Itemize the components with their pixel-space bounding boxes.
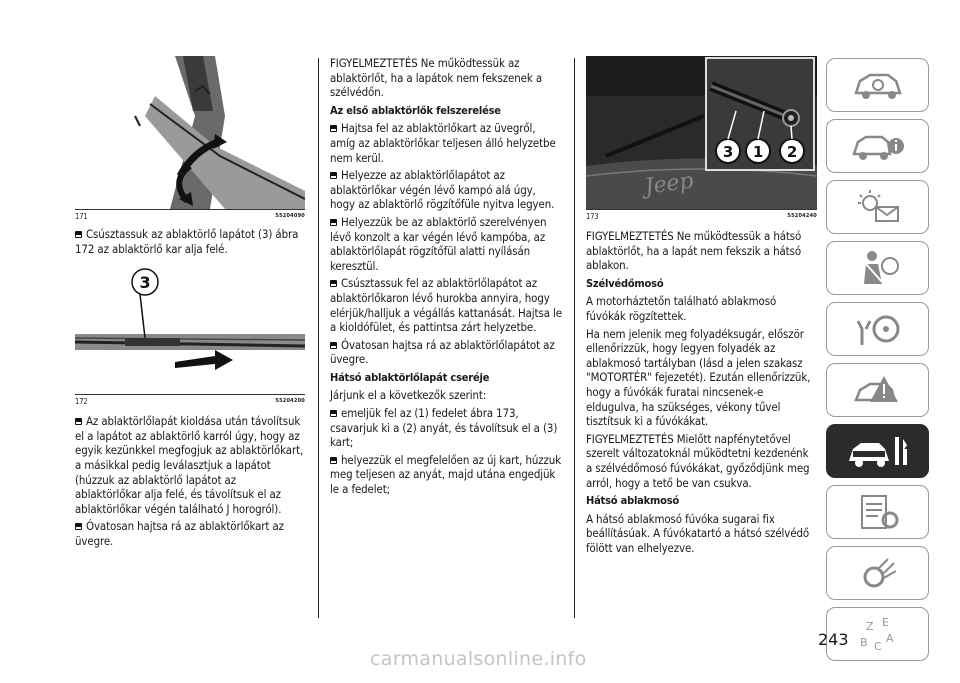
- column-divider: [574, 58, 575, 618]
- watermark: carmanualsonline.info: [370, 648, 587, 670]
- bullet-item: emeljük fel az (1) fedelet ábra 173, csavarjuk ki a (2) anyát, és távolítsuk el a (3) kart;: [330, 406, 562, 450]
- tab-dashboard[interactable]: [826, 58, 929, 112]
- paragraph: A motorháztetőn található ablakmosó fúvókák rögzítettek.: [586, 294, 777, 323]
- column-3: [586, 56, 817, 558]
- callout-1: 1: [752, 143, 764, 161]
- car-info-icon: [848, 128, 908, 164]
- callout-3: 3: [139, 273, 151, 293]
- figure-code: 55204240: [787, 213, 817, 219]
- svg-text:A: A: [885, 632, 894, 645]
- figure-171-caption: [75, 209, 305, 221]
- bullet-item: Hajtsa fel az ablaktörlőkart az üvegről, amíg az ablaktörlőkar teljesen álló helyzetbe nem kerül.: [330, 121, 562, 165]
- section-heading: Szélvédőmosó: [586, 276, 664, 290]
- tab-technical-data[interactable]: [826, 485, 929, 539]
- svg-text:E: E: [881, 616, 889, 629]
- warning-text: FIGYELMEZTETÉS Mielőtt napfénytetővel szerelt változatoknál működtetni kezdenénk a szélvédőmosó fúvókákat, győződjünk meg arról, hogy a tető be van csukva.: [586, 431, 810, 490]
- paragraph: Óvatosan hajtsa rá az ablaktörlőkart az üvegre.: [75, 519, 305, 548]
- figure-code: 55204200: [275, 398, 305, 405]
- section-heading: Hátsó ablaktörlőlapát cseréje: [330, 370, 490, 384]
- column-divider: [318, 58, 319, 618]
- figure-code: 55204090: [275, 213, 305, 219]
- lights-message-icon: [848, 187, 908, 227]
- figure-171: [75, 56, 305, 209]
- callout-2: 2: [786, 143, 798, 161]
- tab-starting-driving[interactable]: [826, 302, 929, 356]
- tab-emergency[interactable]: [826, 363, 929, 417]
- paragraph: A hátsó ablakmosó fúvóka sugarai fix beállításúak. A fúvókatartó a hátsó szélvédő fölött van elhelyezve.: [586, 511, 810, 555]
- steering-wheel-icon: [848, 309, 908, 349]
- column-2: [330, 56, 562, 500]
- section-heading: Az első ablaktörlők felszerelése: [330, 103, 501, 117]
- emergency-warning-icon: [848, 370, 908, 410]
- tab-vehicle-info[interactable]: [826, 119, 929, 173]
- section-heading: Hátsó ablakmosó: [586, 494, 680, 508]
- warning-text: FIGYELMEZTETÉS Ne működtessük a hátsó ablaktörlőt, ha a lapát nem fekszik a hátsó ablakon.: [586, 229, 802, 273]
- svg-text:Z: Z: [865, 620, 874, 633]
- seatbelt-airbag-icon: [848, 248, 908, 288]
- svg-text:C: C: [873, 640, 882, 653]
- paragraph: Csúsztassuk az ablaktörlő lapátot (3) ábra 172 az ablaktörlő kar alja felé.: [75, 227, 305, 256]
- callout-3: 3: [722, 143, 734, 161]
- paragraph: Az ablaktörlőlapát kioldása után távolítsuk el a lapátot az ablaktörlő karról úgy, hogy az egyik kezünkkel megfogjuk az ablaktörlőkart, a másikkal pedig leválasztjuk a lapátot (húzzuk az ablaktörlő lapátot az ablaktörlőkar alja felé, és távolítsuk el az ablaktörlőkar végén található J horogról).: [75, 414, 304, 516]
- page-number: 243: [818, 630, 849, 649]
- multimedia-icon: [848, 553, 908, 593]
- figure-number: 172: [75, 397, 88, 407]
- column-1: [75, 56, 305, 552]
- svg-text:B: B: [859, 636, 868, 649]
- tab-safety[interactable]: [826, 241, 929, 295]
- paragraph: Ha nem jelenik meg folyadéksugár, először ellenőrizzük, hogy legyen folyadék az ablakmosó tartályban (lásd a jelen szakasz "MOTORTÉR" fejezetét). Ezután ellenőrizzük, hogy a fúvókák furatai nincsenek-e eldugulva, ha szükséges, vékony tűvel tisztítsuk ki a fúvókákat.: [586, 326, 811, 429]
- figure-173-caption: [586, 209, 817, 221]
- bullet-item: Helyezze az ablaktörlőlapátot az ablaktörlőkar végén lévő kampó alá úgy, hogy az ablaktörlő rögzítőfüle nyitva legyen.: [330, 168, 562, 212]
- figure-172-caption: [75, 394, 305, 406]
- bullet-item: helyezzük el megfelelően az új kart, húzzuk meg teljesen az anyát, majd utána engedjük le a fedelet;: [330, 452, 562, 497]
- figure-172: [75, 264, 305, 394]
- wiper-arm-illustration: [75, 56, 305, 209]
- figure-number: 171: [75, 212, 88, 221]
- bullet-item: Csúsztassuk fel az ablaktörlőlapátot az ablaktörlőkaron lévő hurokba annyira, hogy elérjük/halljuk a végállás kattanását. Hajtsa le a kioldófület, és pattintsa zárt helyzetbe.: [330, 276, 562, 335]
- warning-text: FIGYELMEZTETÉS Ne működtessük az ablaktörlőt, ha a lapátok nem fekszenek a szélvédőn.: [330, 56, 543, 100]
- rear-wiper-photo: [586, 56, 817, 209]
- tab-lights-messages[interactable]: [826, 180, 929, 234]
- bullet-item: Helyezzük be az ablaktörlő szerelvényen lévő konzolt a kar végén lévő kampóba, az ablaktörlőlapát rögzítőfül alatti nyílásán keresztül.: [330, 215, 562, 273]
- bullet-item: Óvatosan hajtsa rá az ablaktörlőlapátot az üvegre.: [330, 338, 562, 367]
- tab-maintenance[interactable]: [826, 424, 929, 478]
- brand-emblem: Jeep: [643, 168, 695, 200]
- wiper-blade-illustration: [75, 264, 305, 394]
- paragraph: Járjunk el a következők szerint:: [330, 388, 487, 403]
- chapter-tabs: [826, 58, 929, 668]
- car-maintenance-icon: [843, 431, 913, 471]
- tab-multimedia[interactable]: [826, 546, 929, 600]
- figure-number: 173: [586, 212, 599, 221]
- car-dashboard-icon: [848, 67, 908, 103]
- figure-173: [586, 56, 817, 209]
- alphabetical-index-icon: [848, 614, 908, 654]
- technical-data-icon: [848, 492, 908, 532]
